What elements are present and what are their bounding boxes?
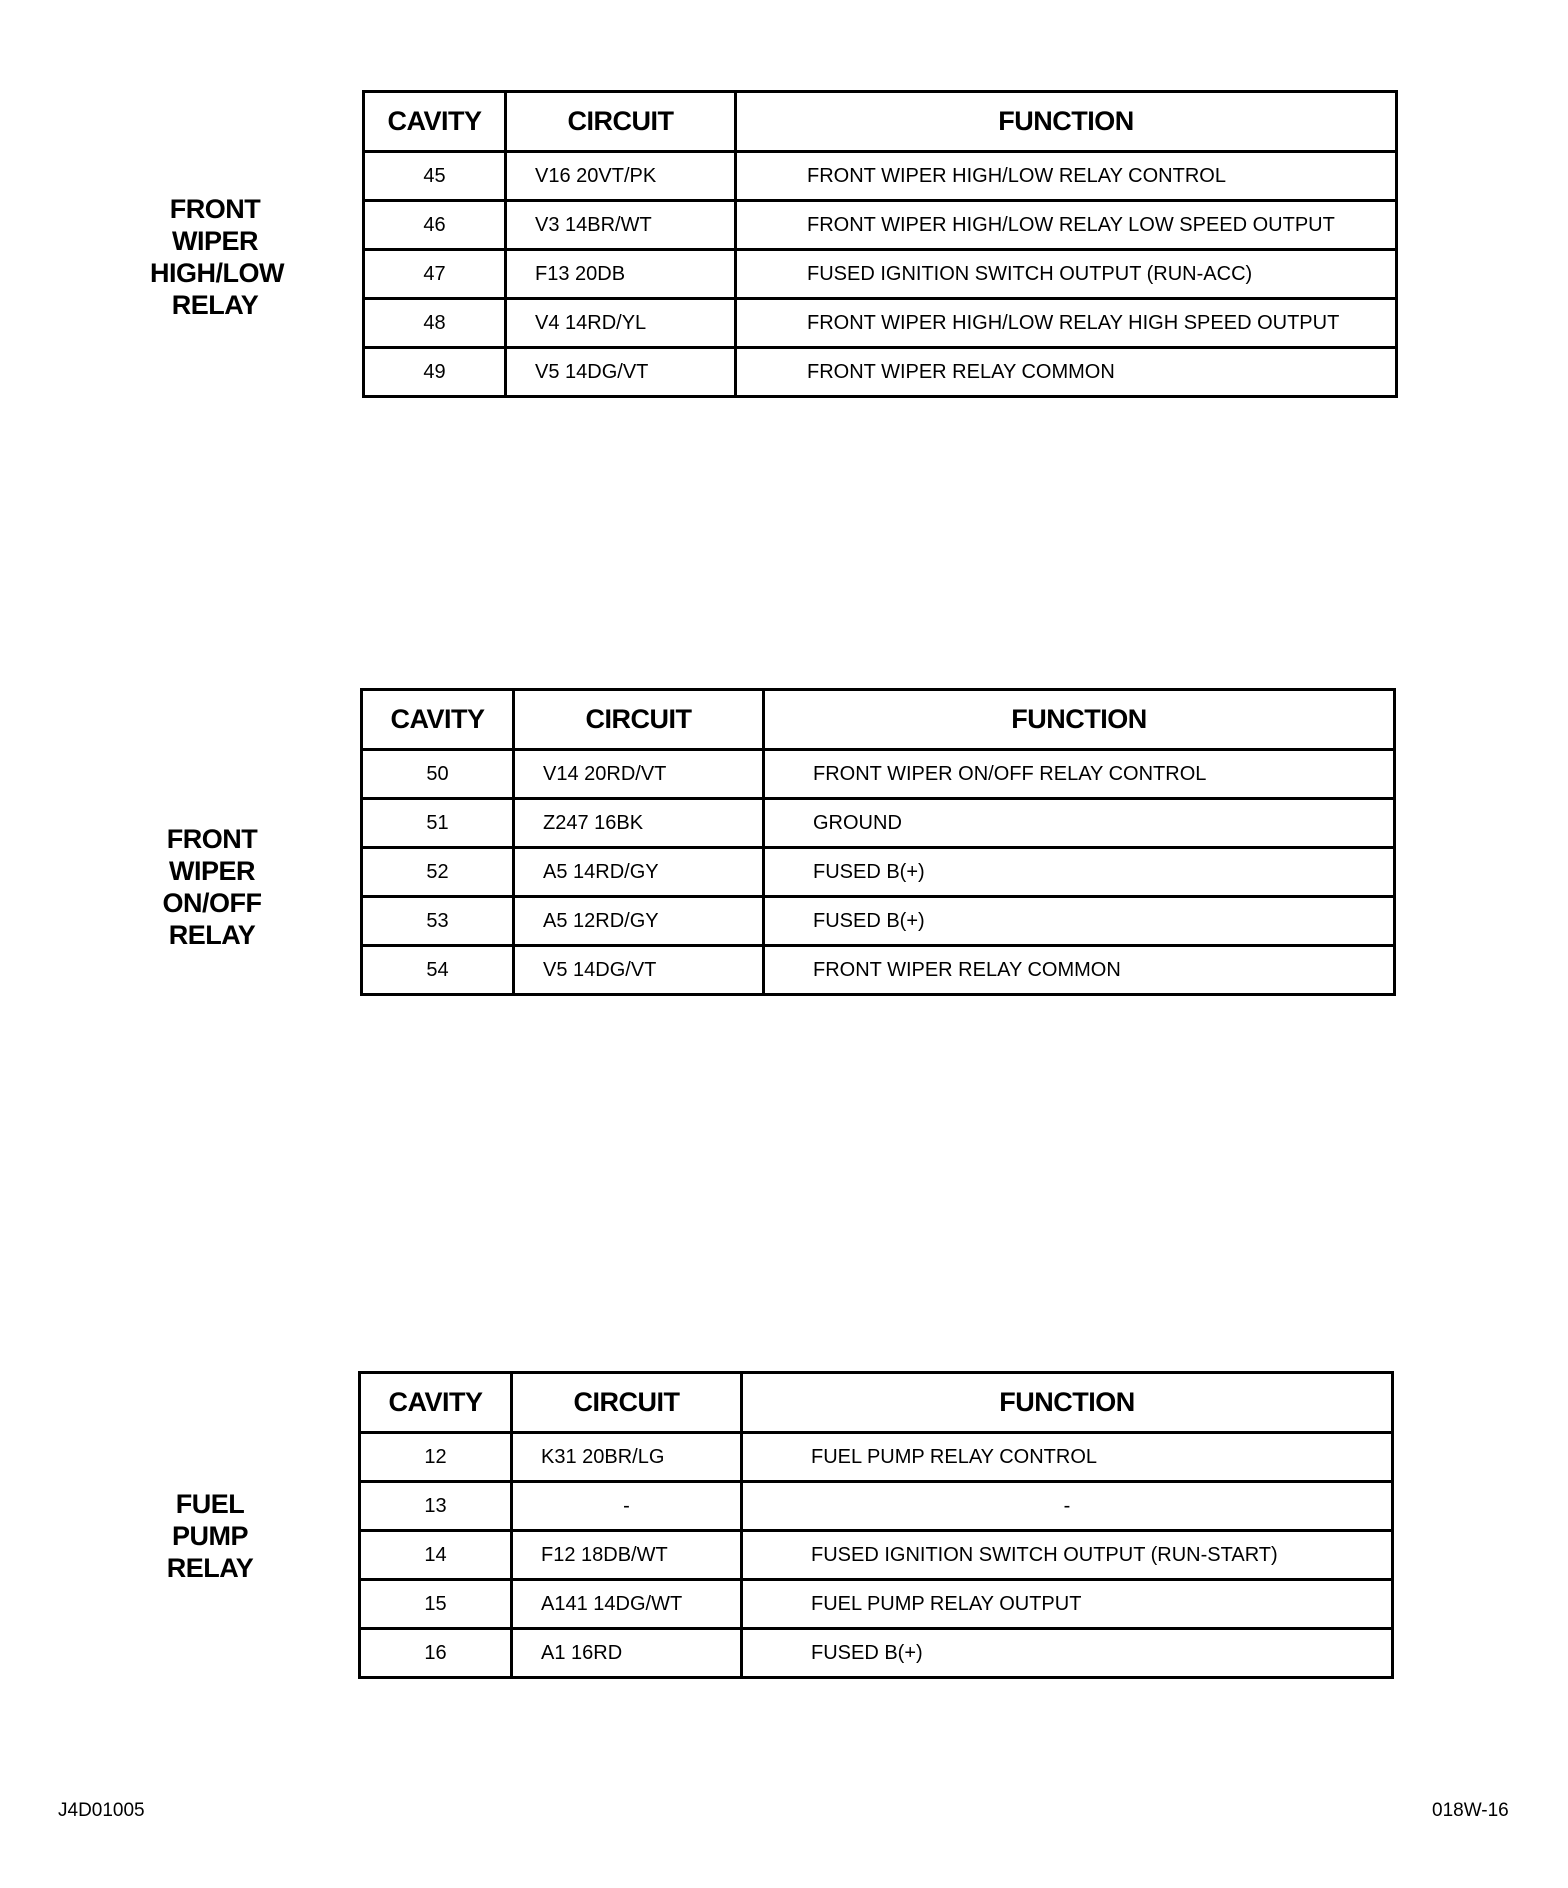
function-cell: FRONT WIPER ON/OFF RELAY CONTROL — [764, 750, 1395, 799]
table-row — [360, 1531, 1393, 1580]
function-cell: FRONT WIPER RELAY COMMON — [764, 946, 1395, 995]
function-cell: FUSED B(+) — [764, 897, 1395, 946]
table-fuel-pump-relay — [358, 1371, 1394, 1679]
header-circuit: CIRCUIT — [506, 92, 736, 152]
cavity-cell: 49 — [364, 348, 506, 397]
cavity-cell: 53 — [362, 897, 514, 946]
table-row — [364, 152, 1397, 201]
function-cell: FRONT WIPER HIGH/LOW RELAY CONTROL — [736, 152, 1397, 201]
cavity-cell: 16 — [360, 1629, 512, 1678]
circuit-cell: Z247 16BK — [514, 799, 764, 848]
circuit-cell: F12 18DB/WT — [512, 1531, 742, 1580]
document-code-right: 018W-16 — [1432, 1800, 1509, 1821]
circuit-cell: A5 12RD/GY — [514, 897, 764, 946]
circuit-cell: V16 20VT/PK — [506, 152, 736, 201]
table-row — [362, 897, 1395, 946]
cavity-cell: 13 — [360, 1482, 512, 1531]
function-cell: FUSED B(+) — [742, 1629, 1393, 1678]
header-cavity: CAVITY — [362, 690, 514, 750]
circuit-cell: A1 16RD — [512, 1629, 742, 1678]
function-cell: FRONT WIPER HIGH/LOW RELAY HIGH SPEED OUTPUT — [736, 299, 1397, 348]
cavity-cell: 47 — [364, 250, 506, 299]
function-cell: FRONT WIPER RELAY COMMON — [736, 348, 1397, 397]
function-cell: - — [742, 1482, 1393, 1531]
table-row — [364, 201, 1397, 250]
cavity-cell: 51 — [362, 799, 514, 848]
table-row — [360, 1482, 1393, 1531]
circuit-cell: K31 20BR/LG — [512, 1433, 742, 1482]
cavity-cell: 46 — [364, 201, 506, 250]
header-function: FUNCTION — [764, 690, 1395, 750]
header-cavity: CAVITY — [364, 92, 506, 152]
table-front-wiper-high-low-relay — [362, 90, 1398, 398]
table-row — [362, 799, 1395, 848]
function-cell: FRONT WIPER HIGH/LOW RELAY LOW SPEED OUTPUT — [736, 201, 1397, 250]
function-cell: FUSED IGNITION SWITCH OUTPUT (RUN-START) — [742, 1531, 1393, 1580]
circuit-cell: V5 14DG/VT — [514, 946, 764, 995]
circuit-cell: V14 20RD/VT — [514, 750, 764, 799]
header-function: FUNCTION — [742, 1373, 1393, 1433]
function-cell: FUSED IGNITION SWITCH OUTPUT (RUN-ACC) — [736, 250, 1397, 299]
header-circuit: CIRCUIT — [512, 1373, 742, 1433]
circuit-cell: V4 14RD/YL — [506, 299, 736, 348]
cavity-cell: 12 — [360, 1433, 512, 1482]
header-cavity: CAVITY — [360, 1373, 512, 1433]
circuit-cell: A141 14DG/WT — [512, 1580, 742, 1629]
function-cell: FUEL PUMP RELAY OUTPUT — [742, 1580, 1393, 1629]
table-row — [360, 1433, 1393, 1482]
circuit-cell: V3 14BR/WT — [506, 201, 736, 250]
function-cell: FUEL PUMP RELAY CONTROL — [742, 1433, 1393, 1482]
document-code-left: J4D01005 — [58, 1800, 145, 1821]
circuit-cell: - — [512, 1482, 742, 1531]
table-row — [360, 1629, 1393, 1678]
table-row — [362, 848, 1395, 897]
circuit-cell: F13 20DB — [506, 250, 736, 299]
cavity-cell: 14 — [360, 1531, 512, 1580]
table-front-wiper-on-off-relay — [360, 688, 1396, 996]
table-row — [364, 250, 1397, 299]
circuit-cell: V5 14DG/VT — [506, 348, 736, 397]
table-row — [364, 299, 1397, 348]
header-circuit: CIRCUIT — [514, 690, 764, 750]
cavity-cell: 54 — [362, 946, 514, 995]
header-function: FUNCTION — [736, 92, 1397, 152]
cavity-cell: 48 — [364, 299, 506, 348]
circuit-cell: A5 14RD/GY — [514, 848, 764, 897]
table-row — [362, 750, 1395, 799]
cavity-cell: 45 — [364, 152, 506, 201]
function-cell: FUSED B(+) — [764, 848, 1395, 897]
section-label-front-wiper-on-off-relay: FRONT WIPER ON/OFF RELAY — [162, 824, 262, 950]
table-row — [362, 946, 1395, 995]
section-label-front-wiper-high-low-relay: FRONT WIPER HIGH/LOW RELAY — [150, 194, 284, 320]
table-row — [360, 1580, 1393, 1629]
cavity-cell: 15 — [360, 1580, 512, 1629]
cavity-cell: 50 — [362, 750, 514, 799]
function-cell: GROUND — [764, 799, 1395, 848]
table-row — [364, 348, 1397, 397]
section-label-fuel-pump-relay: FUEL PUMP RELAY — [166, 1489, 254, 1583]
cavity-cell: 52 — [362, 848, 514, 897]
